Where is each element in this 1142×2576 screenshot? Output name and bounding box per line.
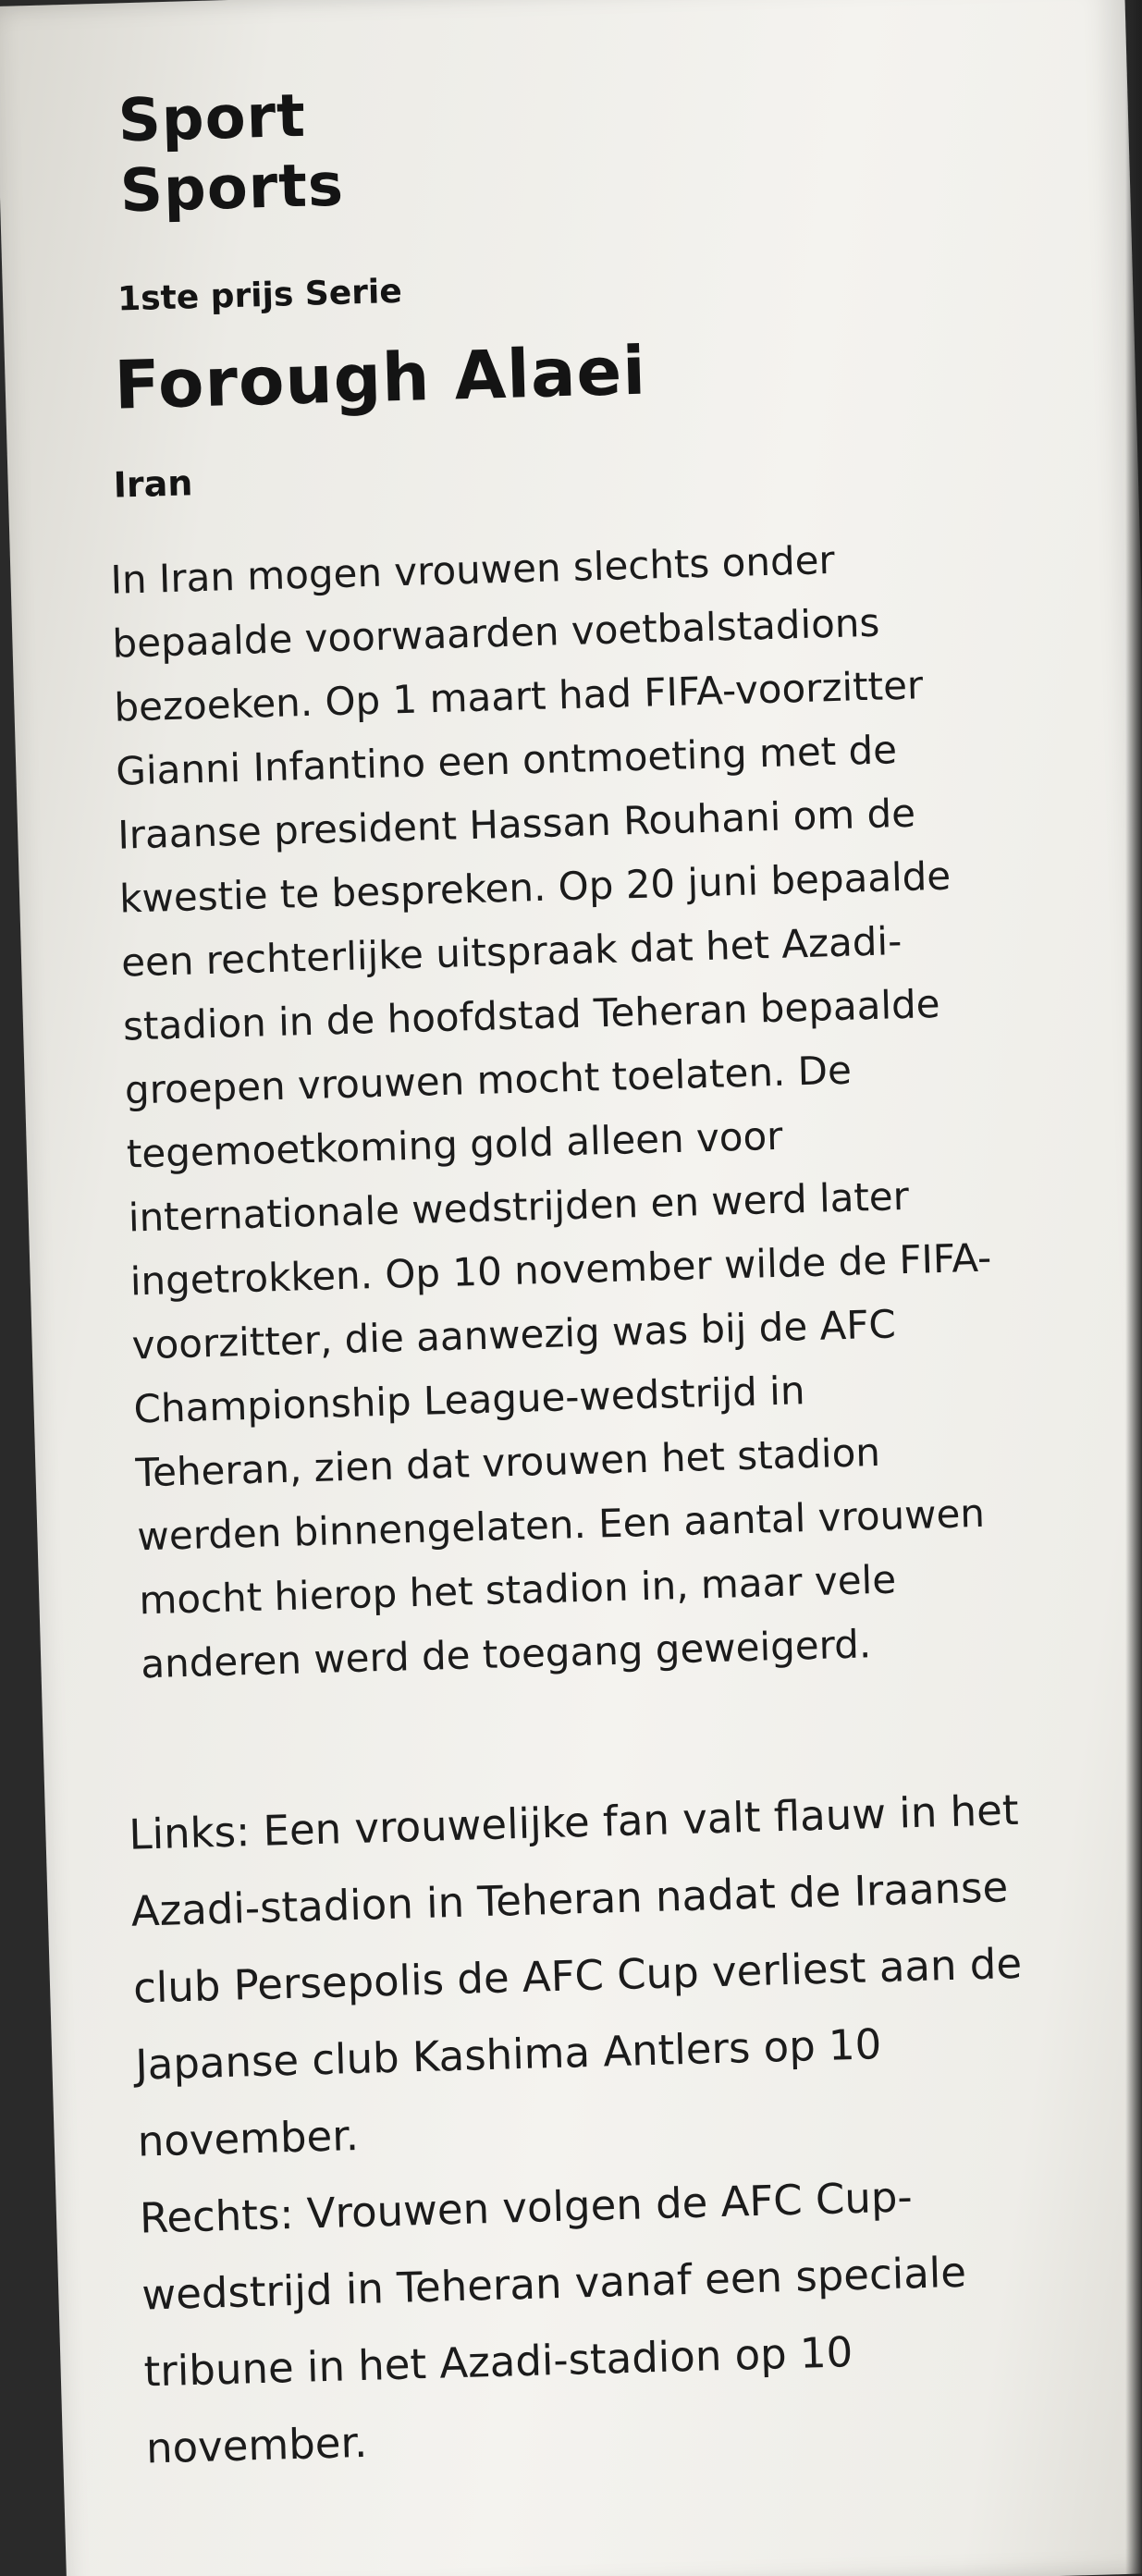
- description-line: internationale wedstrijden en werd later: [128, 1172, 910, 1241]
- description-line: Iraanse president Hassan Rouhani om de: [117, 790, 916, 858]
- card-content: [109, 60, 1127, 2485]
- caption-line: club Persepolis de AFC Cup verliest aan de: [132, 1938, 1023, 2013]
- description-line: tegemoetkoming gold alleen voor: [126, 1112, 784, 1177]
- caption-line: Japanse club Kashima Antlers op 10: [134, 2019, 882, 2090]
- category-english: Sports: [118, 151, 345, 227]
- caption-line: tribune in het Azadi-stadion op 10: [142, 2327, 853, 2397]
- caption-line: november.: [137, 2110, 360, 2166]
- description-line: Teheran, zien dat vrouwen het stadion: [134, 1429, 881, 1496]
- caption-line: Links: Een vrouwelijke fan valt flauw in het: [128, 1785, 1020, 1859]
- prize-label: 1ste prijs Serie: [117, 272, 403, 319]
- description-line: Championship League-wedstrijd in: [132, 1368, 806, 1432]
- description-line: een rechterlijke uitspraak dat het Azadi-: [120, 918, 903, 986]
- description-line: ingetrokken. Op 10 november wilde de FIFA-: [129, 1234, 992, 1305]
- caption-line: Rechts: Vrouwen volgen de AFC Cup-: [139, 2172, 914, 2243]
- card-right-edge-shadow: [1125, 0, 1142, 2576]
- photographer-name: Forough Alaei: [113, 331, 648, 424]
- country-label: Iran: [113, 462, 193, 506]
- caption-line: november.: [145, 2417, 368, 2473]
- description-line: werden binnengelaten. Een aantal vrouwen: [136, 1490, 986, 1560]
- description-line: Gianni Infantino een ontmoeting met de: [115, 727, 898, 794]
- category-dutch: Sport: [117, 81, 307, 156]
- caption-left: [128, 1769, 1136, 2180]
- description-line: voorzitter, die aanwezig was bij de AFC: [131, 1301, 897, 1368]
- caption-line: wedstrijd in Teheran vanaf een speciale: [141, 2247, 967, 2320]
- description-line: groepen vrouwen mocht toelaten. De: [124, 1047, 853, 1113]
- description-line: bezoeken. Op 1 maart had FIFA-voorzitter: [113, 662, 924, 730]
- caption-line: Azadi-stadion in Teheran nadat de Iraanse: [130, 1862, 1009, 1936]
- description-line: anderen werd de toegang geweigerd.: [140, 1621, 872, 1687]
- description-text: [110, 521, 1094, 1696]
- photo-captions: [128, 1769, 1142, 2487]
- description-line: bepaalde voorwaarden voetbalstadions: [111, 599, 880, 667]
- description-line: mocht hierop het stadion in, maar vele: [138, 1556, 897, 1624]
- description-line: kwestie te bespreken. Op 20 juni bepaalde: [118, 853, 952, 922]
- description-line: In Iran mogen vrouwen slechts onder: [109, 536, 836, 603]
- description-line: stadion in de hoofdstad Teheran bepaalde: [122, 980, 941, 1049]
- caption-right: [139, 2152, 1142, 2486]
